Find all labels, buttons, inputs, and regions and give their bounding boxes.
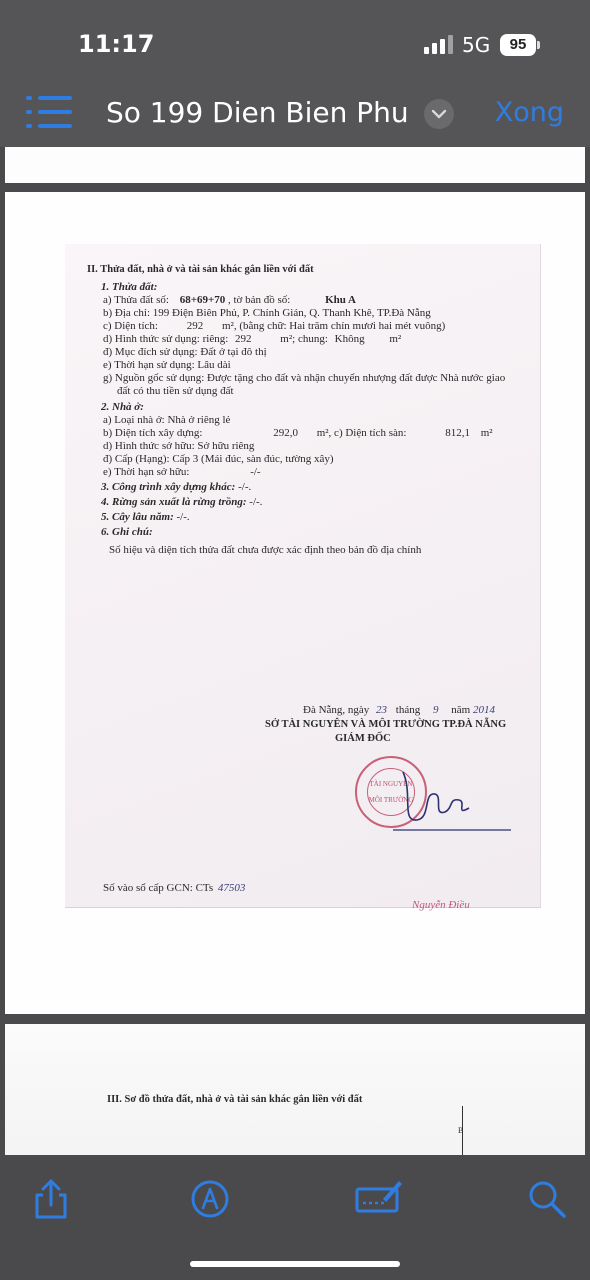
note-text: Số hiệu và diện tích thửa đất chưa được xác định theo bản đồ địa chính (109, 544, 422, 556)
scanned-certificate (65, 244, 541, 911)
purpose-row: đ) Mục đích sử dụng: Đất ở tại đô thị (103, 346, 267, 358)
nav-bar (0, 80, 590, 147)
north-arrow-label: B (458, 1126, 464, 1135)
origin-row: g) Nguồn gốc sử dụng: Được tặng cho đất và nhận chuyển nhượng đất được Nhà nước giao (103, 372, 506, 384)
origin-row-cont: đất có thu tiền sử dụng đất (117, 385, 234, 397)
item-3-row: 3. Công trình xây dựng khác: -/-. (101, 481, 252, 493)
cellular-signal-icon (424, 34, 454, 54)
registry-row: Số vào sổ cấp GCN: CTs 47503 (103, 882, 246, 894)
official-seal: TÀI NGUYÊN MÔI TRƯỜNG (355, 756, 427, 828)
status-bar (0, 0, 590, 80)
signer-name: Nguyễn Điều (412, 899, 470, 911)
land-heading: 1. Thửa đất: (101, 281, 158, 293)
signature-mark (383, 764, 513, 836)
document-viewer[interactable] (0, 147, 590, 1155)
parcel-row: a) Thửa đất số: 68+69+70 , tờ bản đồ số: Khu A (103, 294, 356, 306)
markup-icon[interactable] (188, 1177, 232, 1221)
grade-row: đ) Cấp (Hạng): Cấp 3 (Mái đúc, sàn đúc, tường xây) (103, 453, 334, 465)
search-icon[interactable] (525, 1177, 569, 1221)
house-area-row: b) Diện tích xây dựng: 292,0 m², c) Diện tích sàn: 812,1 m² (103, 427, 493, 439)
duration-row: e) Thời hạn sử dụng: Lâu dài (103, 359, 231, 371)
list-icon[interactable] (26, 96, 72, 130)
next-section-title: III. Sơ đồ thửa đất, nhà ở và tài sản khác gắn liền với đất (107, 1094, 363, 1105)
document-page (5, 192, 585, 1014)
issuing-agency: SỞ TÀI NGUYÊN VÀ MÔI TRƯỜNG TP.ĐÀ NẴNG (265, 719, 507, 730)
address-row: b) Địa chỉ: 199 Điện Biên Phủ, P. Chính Gián, Q. Thanh Khê, TP.Đà Nẵng (103, 307, 431, 319)
home-indicator[interactable] (190, 1261, 400, 1267)
signing-date: Đà Nẵng, ngày 23 tháng 9 năm 2014 (303, 704, 495, 716)
ownership-row: d) Hình thức sở hữu: Sở hữu riêng (103, 440, 255, 452)
battery-level: 95 (500, 34, 536, 56)
house-heading: 2. Nhà ở: (101, 401, 144, 413)
ownership-term-row: e) Thời hạn sở hữu: -/- (103, 466, 261, 478)
document-title[interactable]: So 199 Dien Bien Phu (106, 96, 409, 129)
chevron-down-icon (431, 108, 447, 120)
previous-page (5, 147, 585, 183)
status-time: 11:17 (78, 30, 155, 58)
item-4-row: 4. Rừng sản xuất là rừng trồng: -/-. (101, 496, 263, 508)
signature-icon[interactable] (355, 1177, 403, 1221)
next-page (5, 1024, 585, 1155)
title-menu-button[interactable] (424, 99, 454, 129)
battery-tip (537, 41, 540, 49)
network-type: 5G (462, 33, 491, 57)
house-type-row: a) Loại nhà ở: Nhà ở riêng lẻ (103, 414, 231, 426)
item-5-row: 5. Cây lâu năm: -/-. (101, 511, 190, 523)
use-form-row: d) Hình thức sử dụng: riêng: 292 m²; chung: Không m² (103, 333, 402, 345)
item-6-heading: 6. Ghi chú: (101, 526, 153, 538)
signer-role: GIÁM ĐỐC (335, 733, 391, 744)
done-button[interactable]: Xong (494, 97, 564, 128)
area-row: c) Diện tích: 292 m², (bằng chữ: Hai trăm chín mươi hai mét vuông) (103, 320, 446, 332)
share-icon[interactable] (29, 1177, 73, 1221)
section-title: II. Thửa đất, nhà ở và tài sản khác gắn liền với đất (87, 264, 314, 275)
